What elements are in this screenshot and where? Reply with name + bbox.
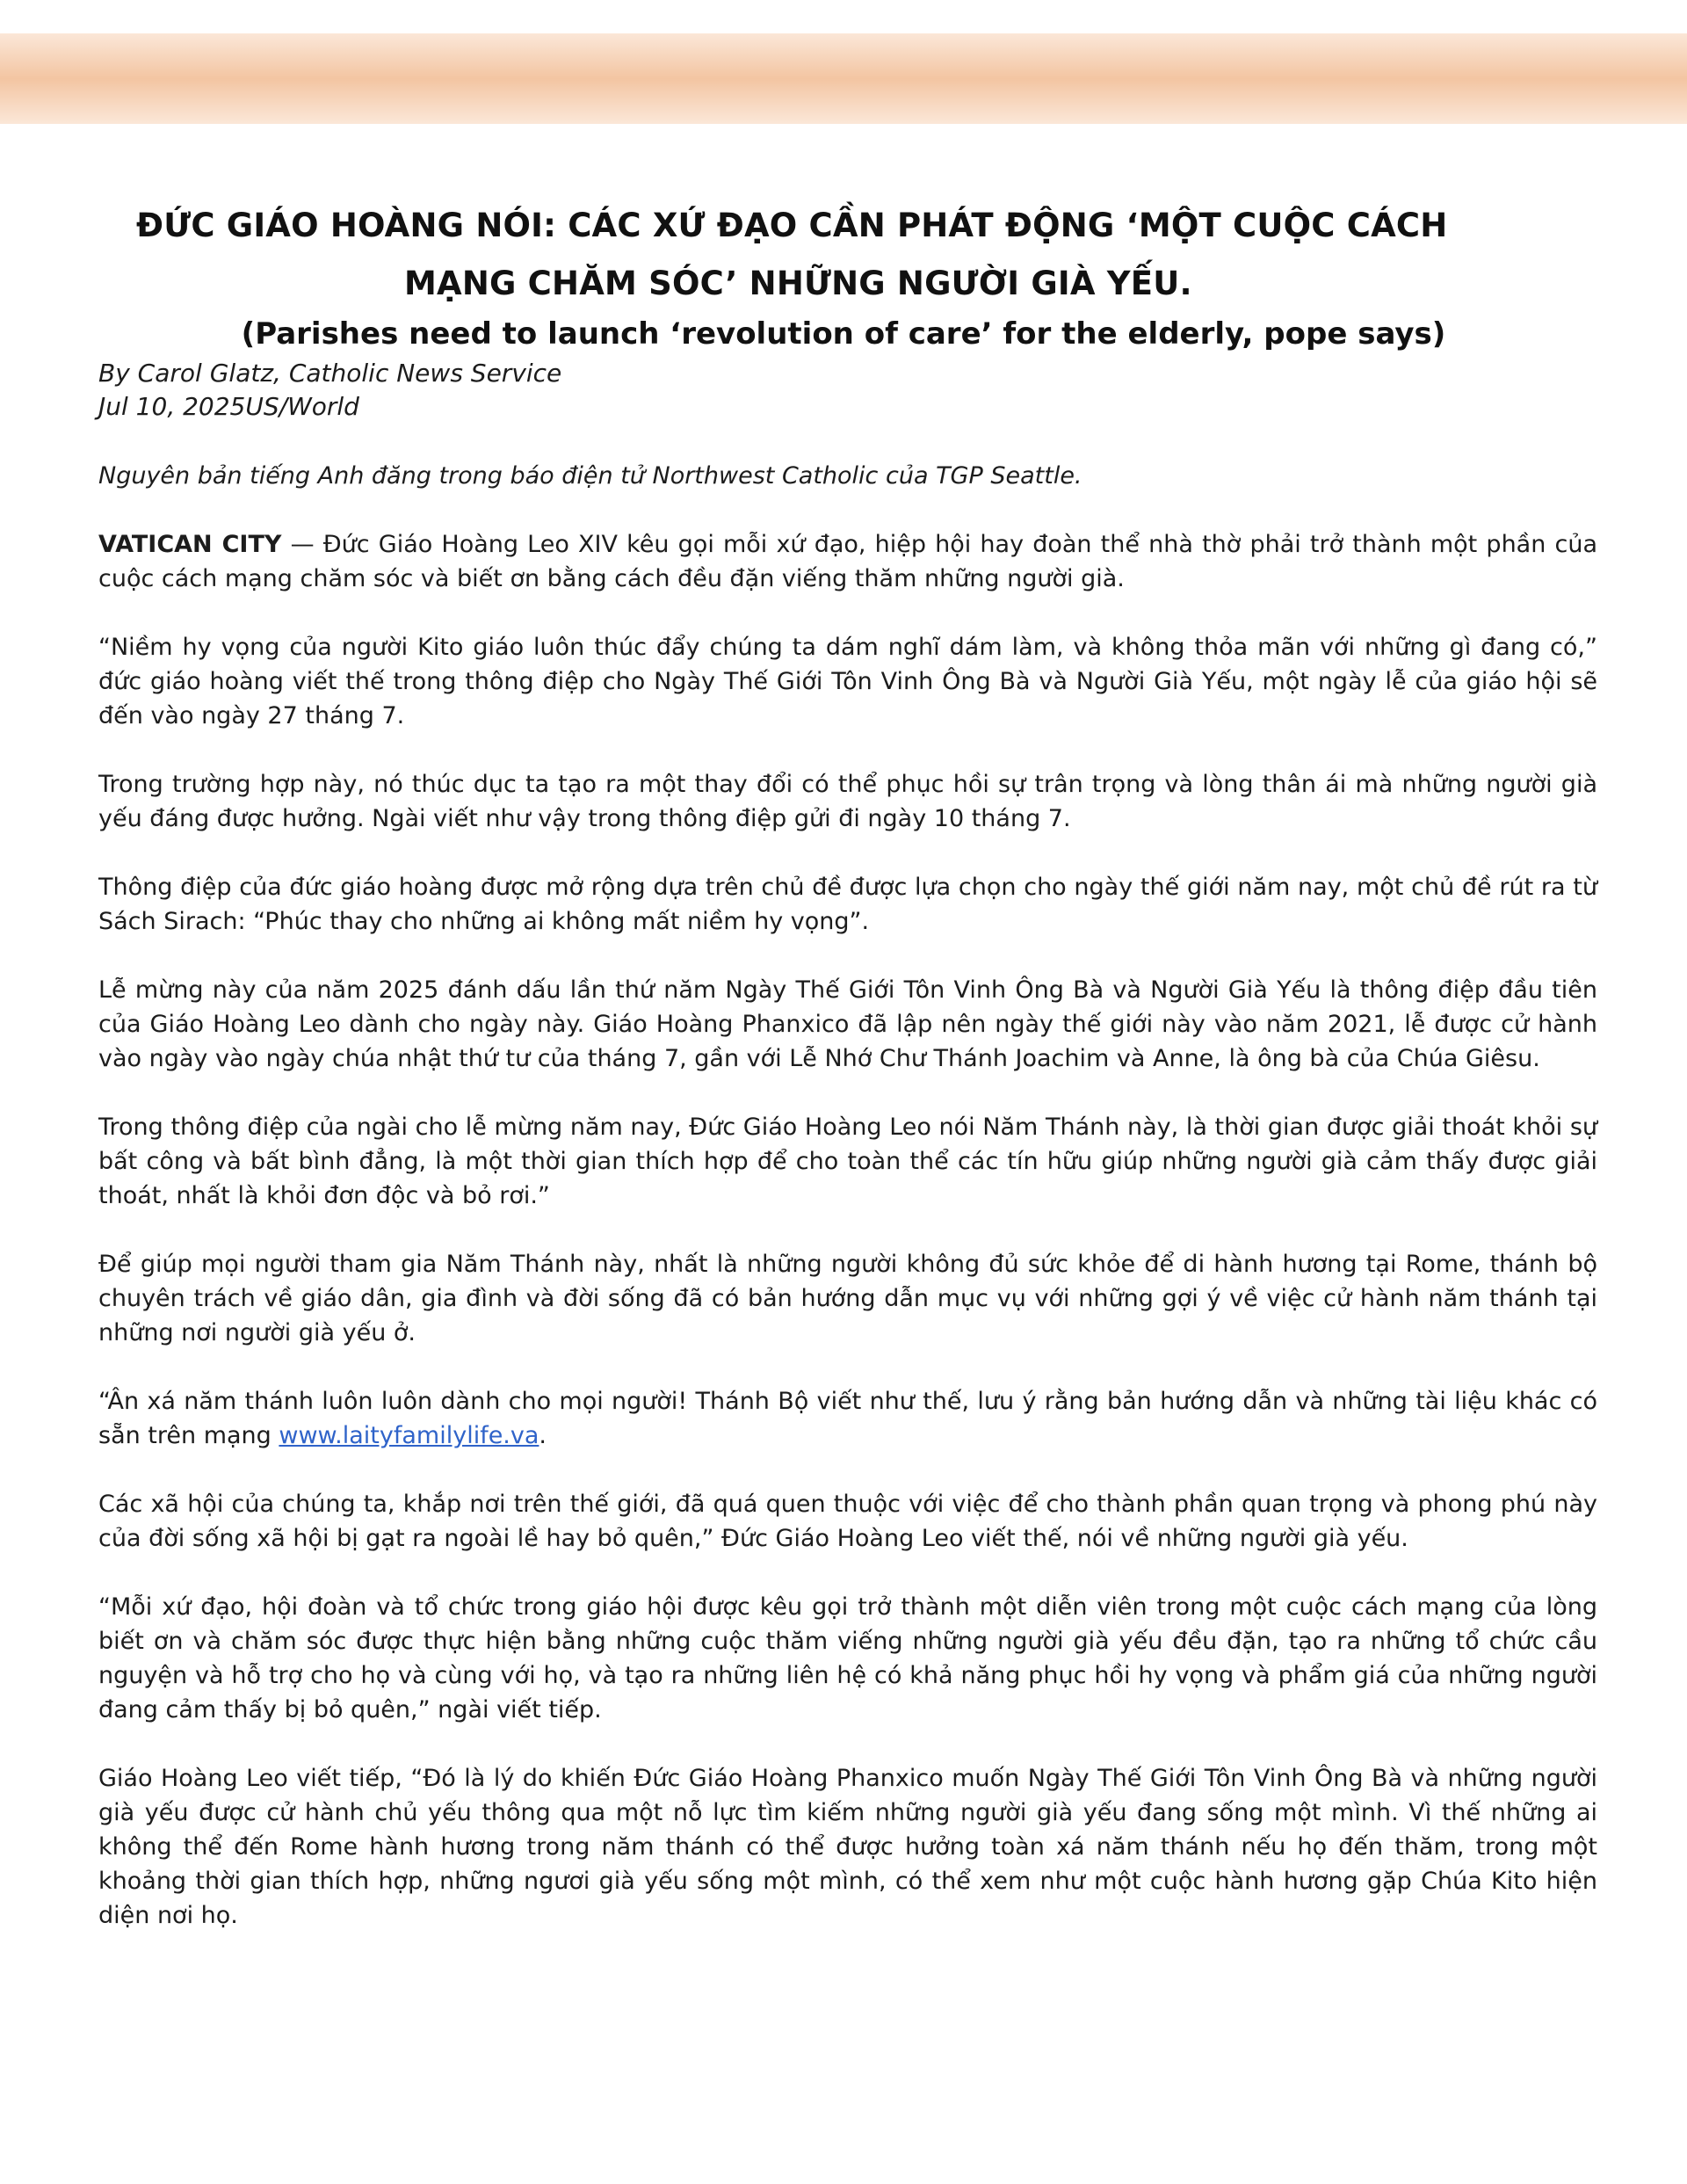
- paragraph-2: “Niềm hy vọng của người Kito giáo luôn thúc đẩy chúng ta dám nghĩ dám làm, và không thỏa mãn với những gì đang có,” đức giáo hoàng viết thế trong thông điệp cho Ngày Thế Giới Tôn Vinh Ông Bà và Người Già Yếu, một ngày lễ của giáo hội sẽ đến vào ngày 27 tháng 7.: [98, 634, 1597, 729]
- byline-block: [98, 357, 561, 424]
- author-byline: By Carol Glatz, Catholic News Service: [98, 359, 562, 388]
- paragraph-9: Các xã hội của chúng ta, khắp nơi trên thế giới, đã quá quen thuộc với việc để cho thành phần quan trọng và phong phú này của đời sống xã hội bị gạt ra ngoài lề hay bỏ quên,” Đức Giáo Hoàng Leo viết thế, nói về những người già yếu.: [98, 1491, 1597, 1552]
- header-decorative-band: [0, 33, 1687, 124]
- paragraph-7: Để giúp mọi người tham gia Năm Thánh này, nhất là những người không đủ sức khỏe để di hành hương tại Rome, thánh bộ chuyên trách về giáo dân, gia đình và đời sống đã có bản hướng dẫn mục vụ với những gợi ý về việc cử hành năm thánh tại những nơi người già yếu ở.: [98, 1251, 1597, 1346]
- article-body: [98, 459, 1597, 1967]
- source-note: Nguyên bản tiếng Anh đăng trong báo điện tử Northwest Catholic của TGP Seattle.: [98, 462, 1082, 490]
- article-subtitle: (Parishes need to launch ‘revolution of care’ for the elderly, pope says): [241, 316, 1446, 352]
- dateline: VATICAN CITY: [98, 531, 282, 558]
- paragraph-8: [98, 1384, 1597, 1453]
- paragraph-1: [98, 527, 1597, 596]
- title-line-2: MẠNG CHĂM SÓC’ NHỮNG NGƯỜI GIÀ YẾU.: [404, 265, 1192, 302]
- paragraph-5: Lễ mừng này của năm 2025 đánh dấu lần thứ năm Ngày Thế Giới Tôn Vinh Ông Bà và Người Già Yếu là thông điệp đầu tiên của Giáo Hoàng Leo dành cho ngày này. Giáo Hoàng Phanxico đã lập nên ngày thế giới này vào năm 2021, lễ được cử hành vào ngày vào ngày chúa nhật thứ tư của tháng 7, gần với Lễ Nhớ Chư Thánh Joachim và Anne, là ông bà của Chúa Giêsu.: [98, 976, 1597, 1072]
- paragraph-11: Giáo Hoàng Leo viết tiếp, “Đó là lý do khiến Đức Giáo Hoàng Phanxico muốn Ngày Thế Giới Tôn Vinh Ông Bà và những người già yếu được cử hành chủ yếu thông qua một nỗ lực tìm kiếm những người già yếu đang sống một mình. Vì thế những ai không thể đến Rome hành hương trong năm thánh có thể được hưởng toàn xá năm thánh nếu họ đến thăm, trong một khoảng thời gian thích hợp, những ngươi già yếu sống một mình, có thể xem như một cuộc hành hương gặp Chúa Kito hiện diện nơi họ.: [98, 1765, 1597, 1929]
- laityfamilylife-link[interactable]: www.laityfamilylife.va: [279, 1422, 539, 1449]
- paragraph-10: “Mỗi xứ đạo, hội đoàn và tổ chức trong giáo hội được kêu gọi trở thành một diễn viên trong một cuộc cách mạng của lòng biết ơn và chăm sóc được thực hiện bằng những cuộc thăm viếng những người già yếu đều đặn, tạo ra những tổ chức cầu nguyện và hỗ trợ cho họ và cùng với họ, và tạo ra những liên hệ có khả năng phục hồi hy vọng và phẩm giá của những người đang cảm thấy bị bỏ quên,” ngài viết tiếp.: [98, 1593, 1597, 1723]
- paragraph-4: Thông điệp của đức giáo hoàng được mở rộng dựa trên chủ đề được lựa chọn cho ngày thế giới năm nay, một chủ đề rút ra từ Sách Sirach: “Phúc thay cho những ai không mất niềm hy vọng”.: [98, 874, 1597, 935]
- publish-date: Jul 10, 2025US/World: [98, 392, 359, 421]
- title-line-1: ĐỨC GIÁO HOÀNG NÓI: CÁC XỨ ĐẠO CẦN PHÁT ĐỘNG ‘MỘT CUỘC CÁCH: [136, 207, 1448, 244]
- paragraph-6: Trong thông điệp của ngài cho lễ mừng năm nay, Đức Giáo Hoàng Leo nói Năm Thánh này, là thời gian được giải thoát khỏi sự bất công và bất bình đẳng, là một thời gian thích hợp để cho toàn thể các tín hữu giúp những người già cảm thấy được giải thoát, nhất là khỏi đơn độc và bỏ rơi.”: [98, 1114, 1597, 1209]
- paragraph-8-text: “Ân xá năm thánh luôn luôn dành cho mọi người! Thánh Bộ viết như thế, lưu ý rằng bản hướng dẫn và những tài liệu khác có sẵn trên mạng: [98, 1388, 1597, 1449]
- paragraph-1-text: — Đức Giáo Hoàng Leo XIV kêu gọi mỗi xứ đạo, hiệp hội hay đoàn thể nhà thờ phải trở thành một phần của cuộc cách mạng chăm sóc và biết ơn bằng cách đều đặn viếng thăm những người già.: [98, 531, 1597, 592]
- paragraph-8-end: .: [539, 1422, 547, 1449]
- paragraph-3: Trong trường hợp này, nó thúc dục ta tạo ra một thay đổi có thể phục hồi sự trân trọng và lòng thân ái mà những người già yếu đáng được hưởng. Ngài viết như vậy trong thông điệp gửi đi ngày 10 tháng 7.: [98, 771, 1597, 832]
